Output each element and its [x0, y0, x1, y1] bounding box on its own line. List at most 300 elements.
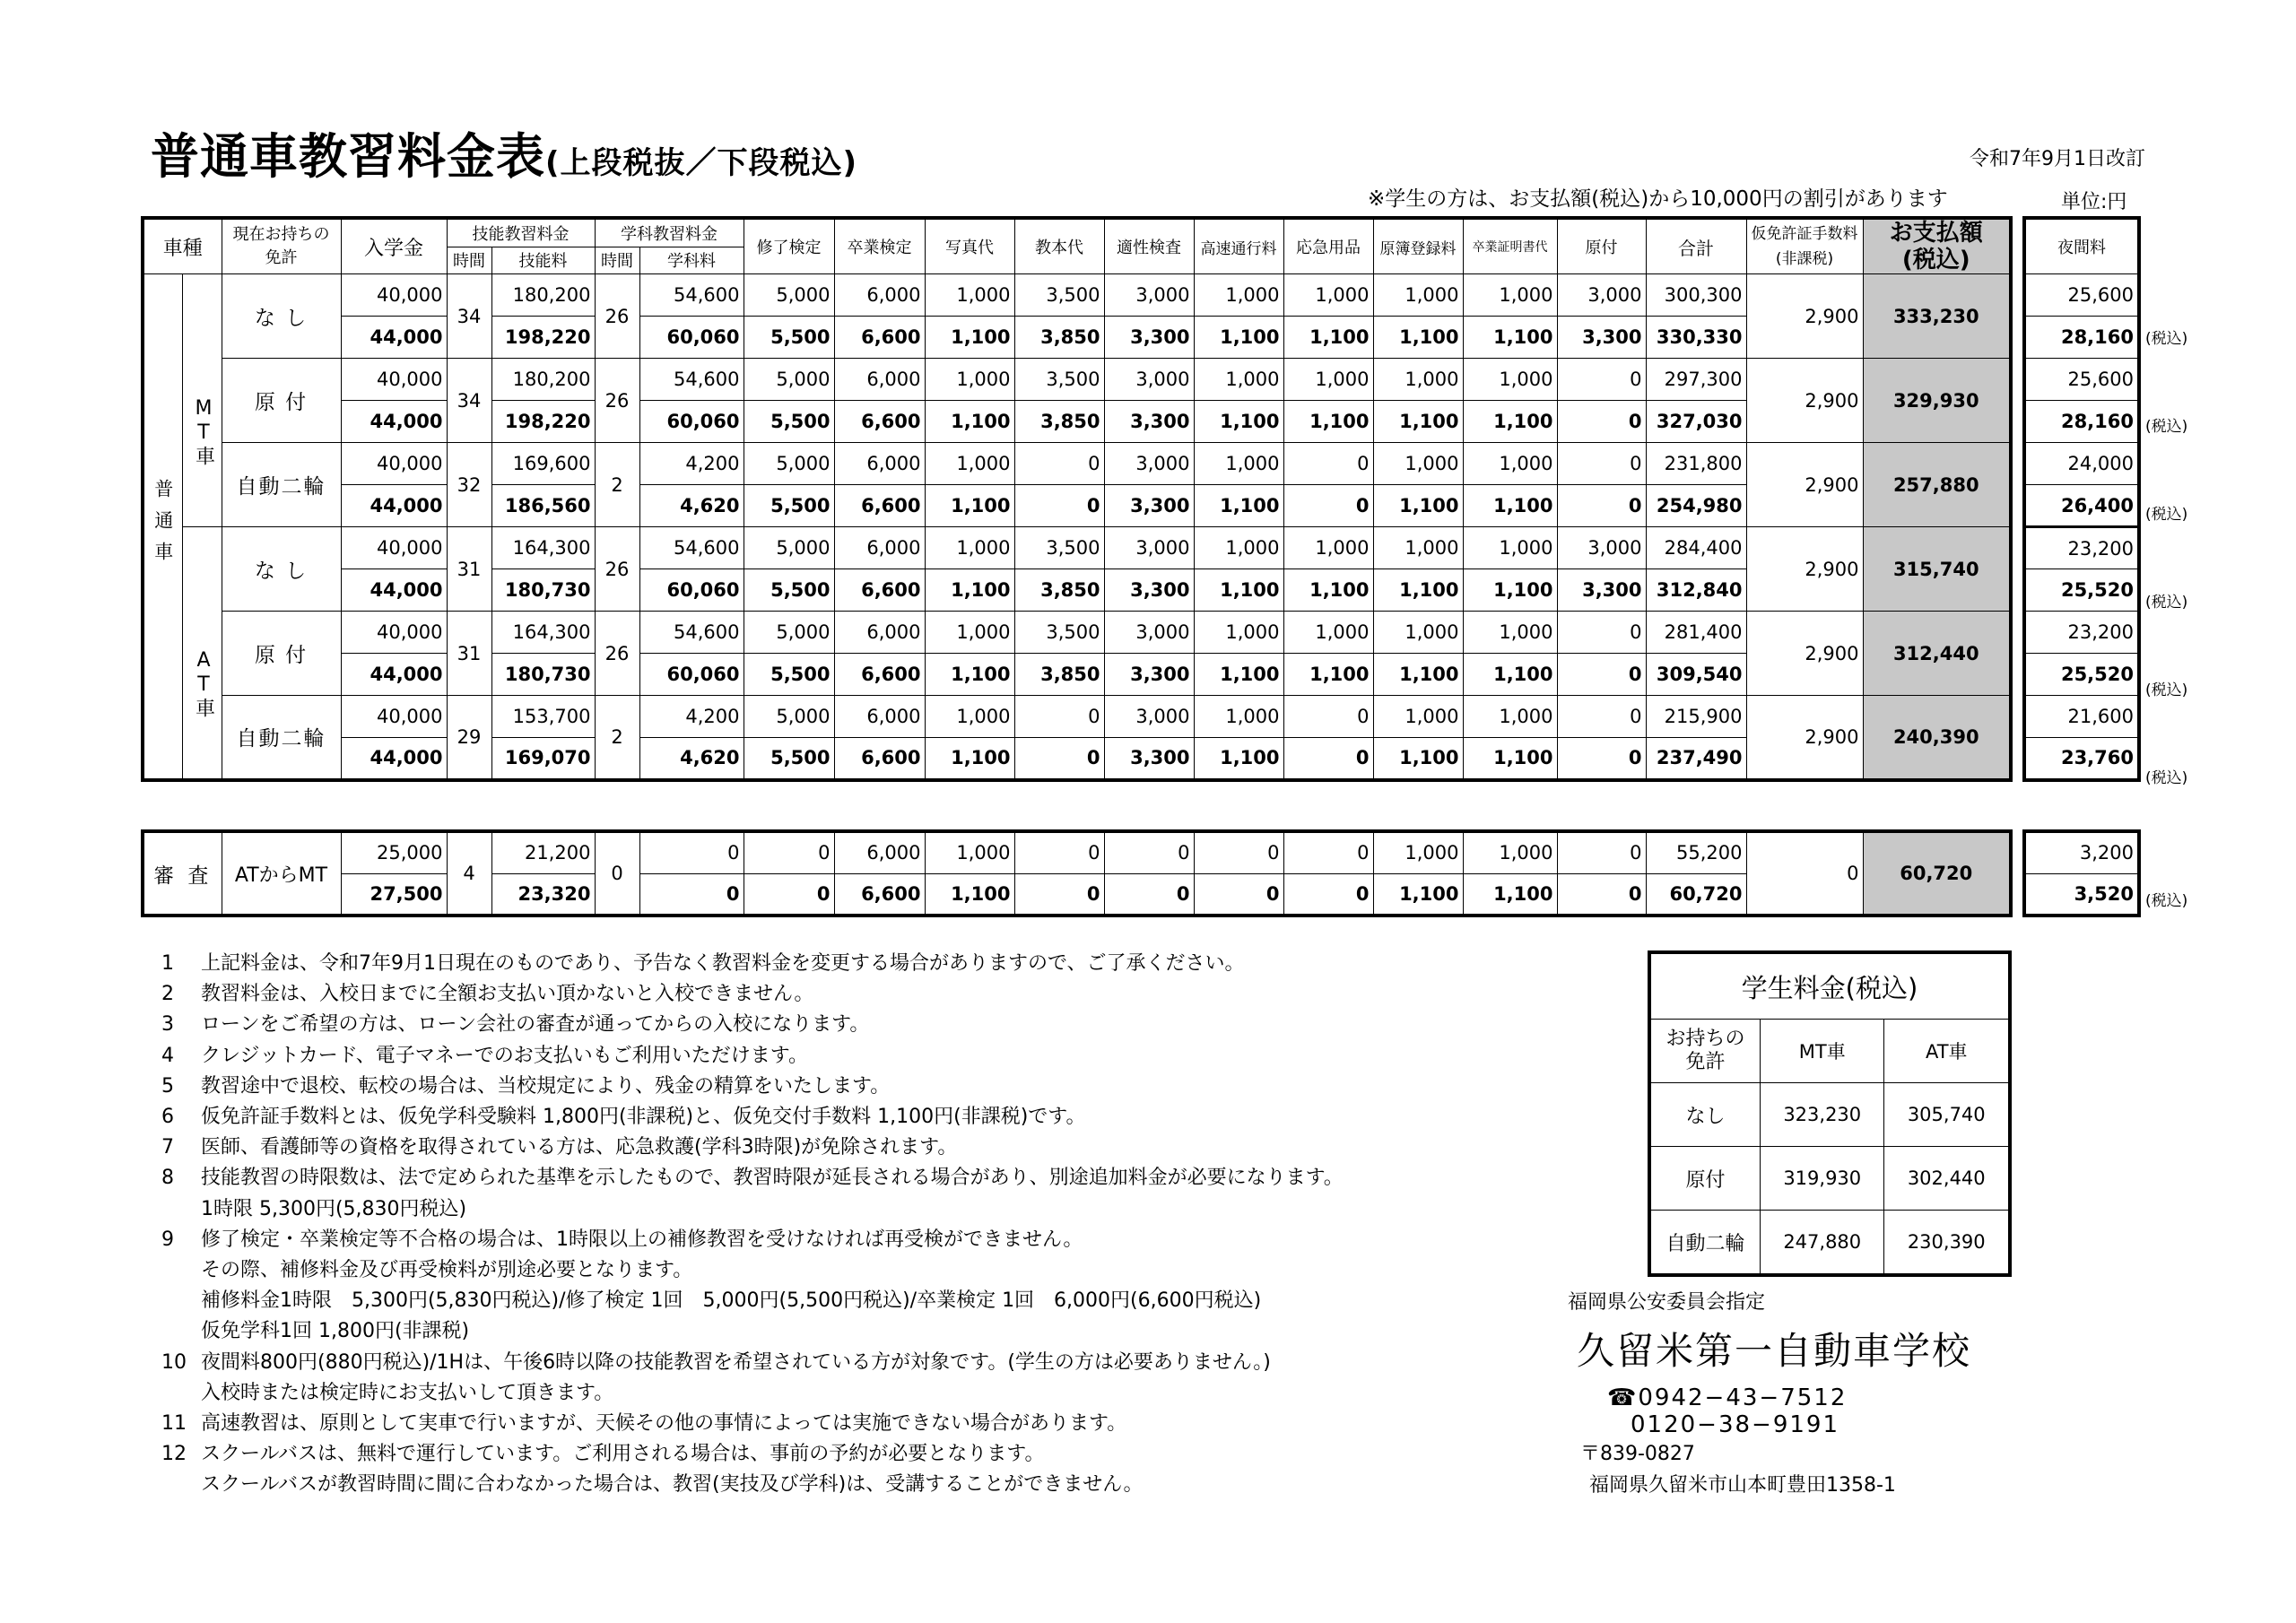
permit-cell: 2,900: [1746, 527, 1863, 612]
header-register: 原簿登録料: [1373, 218, 1463, 274]
photo-cell: 1,100: [925, 654, 1014, 696]
note-number: 12: [161, 1443, 187, 1466]
header-license: 現在お持ちの 免許: [222, 218, 341, 274]
highway-cell: 1,000: [1194, 359, 1283, 401]
note-text: ローンをご希望の方は、ローン会社の審査が通ってからの入校になります。: [201, 1013, 870, 1037]
header-graduation: 卒業検定: [834, 218, 925, 274]
hours2-cell: 2: [595, 696, 639, 780]
highway-cell: 1,000: [1194, 696, 1283, 738]
certificate-cell: 1,000: [1463, 527, 1557, 569]
graduation-cell: 6,000: [834, 696, 925, 738]
school-phone: ☎0942−43−7512: [1607, 1384, 1848, 1411]
skill-cell: 21,200: [491, 831, 595, 873]
first-aid-cell: 0: [1283, 873, 1373, 916]
entrance-cell: 44,000: [341, 317, 447, 359]
entrance-cell: 44,000: [341, 401, 447, 443]
certificate-cell: 1,100: [1463, 654, 1557, 696]
completion-cell: 5,000: [744, 359, 834, 401]
graduation-cell: 6,600: [834, 317, 925, 359]
note-item: [161, 1348, 1344, 1378]
note-number: 11: [161, 1412, 187, 1436]
textbook-cell: 3,850: [1014, 654, 1104, 696]
header-textbook: 教本代: [1014, 218, 1104, 274]
moped-cell: 0: [1557, 443, 1646, 485]
skill-cell: 180,200: [491, 274, 595, 317]
notes-list: [161, 949, 1344, 1501]
header-moped: 原付: [1557, 218, 1646, 274]
night-row: [2024, 612, 2139, 654]
permit-cell: 2,900: [1746, 696, 1863, 780]
textbook-cell: 3,850: [1014, 317, 1104, 359]
note-item: [161, 1378, 1344, 1409]
license-cell: 原 付: [222, 612, 341, 696]
highway-cell: 1,000: [1194, 612, 1283, 654]
total-cell: 327,030: [1646, 401, 1746, 443]
first-aid-cell: 1,100: [1283, 654, 1373, 696]
note-text: スクールバスは、無料で運行しています。ご利用される場合は、事前の予約が必要となります。: [201, 1443, 1045, 1466]
entrance-cell: 40,000: [341, 274, 447, 317]
night-row: [2024, 317, 2139, 359]
night-fee-table: [2022, 216, 2141, 782]
textbook-cell: 0: [1014, 738, 1104, 780]
table-row: [143, 654, 2011, 696]
night-top-cell: 21,600: [2024, 696, 2139, 738]
highway-cell: 1,000: [1194, 443, 1283, 485]
total-cell: 60,720: [1646, 873, 1746, 916]
graduation-cell: 6,000: [834, 274, 925, 317]
night-row: [2024, 274, 2139, 317]
note-item: [161, 1041, 1344, 1072]
header-completion: 修了検定: [744, 218, 834, 274]
entrance-cell: 40,000: [341, 527, 447, 569]
photo-cell: 1,000: [925, 359, 1014, 401]
total-cell: 312,840: [1646, 569, 1746, 612]
student-mt: 247,880: [1761, 1211, 1884, 1276]
register-cell: 1,000: [1373, 831, 1463, 873]
highway-cell: 1,100: [1194, 485, 1283, 527]
pay-cell: 257,880: [1863, 443, 2011, 527]
header-first-aid: 応急用品: [1283, 218, 1373, 274]
register-cell: 1,000: [1373, 696, 1463, 738]
total-cell: 55,200: [1646, 831, 1746, 873]
license-cell: 原 付: [222, 359, 341, 443]
aptitude-cell: 3,300: [1104, 569, 1194, 612]
school-authority: 福岡県公安委員会指定: [1568, 1291, 1766, 1314]
aptitude-cell: 3,000: [1104, 274, 1194, 317]
header-permit: 仮免許証手数料 (非課税): [1746, 218, 1863, 274]
note-text: 教習料金は、入校日までに全額お支払い頂かないと入校できません。: [201, 983, 814, 1006]
note-item: [161, 1286, 1344, 1316]
graduation-cell: 6,600: [834, 485, 925, 527]
exam-night-table: [2022, 829, 2141, 917]
night-row: [2024, 527, 2139, 569]
night-row: [2024, 401, 2139, 443]
hours2-cell: 26: [595, 527, 639, 612]
revision-date: 令和7年9月1日改訂: [1970, 148, 2145, 170]
table-row: [143, 443, 2011, 485]
textbook-cell: 3,500: [1014, 359, 1104, 401]
hours-cell: 31: [447, 527, 491, 612]
moped-cell: 0: [1557, 654, 1646, 696]
certificate-cell: 1,100: [1463, 569, 1557, 612]
register-cell: 1,100: [1373, 654, 1463, 696]
note-number: 6: [161, 1106, 174, 1129]
certificate-cell: 1,000: [1463, 443, 1557, 485]
moped-cell: 0: [1557, 696, 1646, 738]
first-aid-cell: 1,100: [1283, 317, 1373, 359]
tax-tag: (税込): [2145, 892, 2188, 910]
note-item: [161, 1133, 1344, 1163]
photo-cell: 1,000: [925, 527, 1014, 569]
note-item: [161, 1010, 1344, 1040]
school-info: [1568, 1287, 2106, 1497]
register-cell: 1,100: [1373, 569, 1463, 612]
graduation-cell: 6,000: [834, 443, 925, 485]
header-vehicle: 車種: [143, 218, 222, 274]
tax-tag: (税込): [2145, 594, 2188, 612]
table-row: [143, 359, 2011, 401]
table-row: [143, 274, 2011, 317]
unit-label: 単位:円: [2061, 191, 2127, 213]
photo-cell: 1,000: [925, 274, 1014, 317]
table-row: [143, 401, 2011, 443]
graduation-cell: 6,000: [834, 359, 925, 401]
at-label: AT車: [182, 527, 222, 780]
skill-cell: 164,300: [491, 527, 595, 569]
entrance-cell: 44,000: [341, 738, 447, 780]
note-item: [161, 1072, 1344, 1102]
certificate-cell: 1,000: [1463, 274, 1557, 317]
aptitude-cell: 3,000: [1104, 527, 1194, 569]
total-cell: 281,400: [1646, 612, 1746, 654]
moped-cell: 3,000: [1557, 527, 1646, 569]
first-aid-cell: 1,000: [1283, 612, 1373, 654]
photo-cell: 1,100: [925, 401, 1014, 443]
first-aid-cell: 1,100: [1283, 401, 1373, 443]
certificate-cell: 1,100: [1463, 738, 1557, 780]
certificate-cell: 1,000: [1463, 612, 1557, 654]
student-col-at: AT車: [1884, 1020, 2010, 1083]
permit-cell: 2,900: [1746, 443, 1863, 527]
textbook-cell: 3,500: [1014, 527, 1104, 569]
pay-cell: 329,930: [1863, 359, 2011, 443]
aptitude-cell: 3,000: [1104, 612, 1194, 654]
night-top-cell: 23,200: [2024, 527, 2139, 569]
aptitude-cell: 3,300: [1104, 401, 1194, 443]
night-top-cell: 25,600: [2024, 274, 2139, 317]
graduation-cell: 6,600: [834, 873, 925, 916]
register-cell: 1,000: [1373, 443, 1463, 485]
hours2-cell: 26: [595, 359, 639, 443]
student-at: 305,740: [1884, 1083, 2010, 1147]
skill-cell: 169,070: [491, 738, 595, 780]
exam-night-top: 3,200: [2024, 831, 2139, 873]
theory-cell: 60,060: [639, 569, 744, 612]
moped-cell: 0: [1557, 401, 1646, 443]
note-number: [161, 1470, 201, 1500]
entrance-cell: 40,000: [341, 443, 447, 485]
skill-cell: 23,320: [491, 873, 595, 916]
note-number: 5: [161, 1074, 174, 1098]
night-bottom-cell: 28,160: [2024, 401, 2139, 443]
completion-cell: 5,500: [744, 401, 834, 443]
register-cell: 1,100: [1373, 485, 1463, 527]
note-number: [161, 1194, 201, 1225]
aptitude-cell: 0: [1104, 831, 1194, 873]
student-fee-title: 学生料金(税込): [1649, 952, 2010, 1020]
total-cell: 231,800: [1646, 443, 1746, 485]
pay-cell: 333,230: [1863, 274, 2011, 359]
highway-cell: 1,100: [1194, 654, 1283, 696]
permit-cell: 0: [1746, 831, 1863, 916]
school-name: 久留米第一自動車学校: [1577, 1329, 1972, 1373]
note-text: 医師、看護師等の資格を取得されている方は、応急救護(学科3時限)が免除されます。: [201, 1136, 958, 1159]
exam-night-bottom: 3,520: [2024, 873, 2139, 916]
note-text: 教習途中で退校、転校の場合は、当校規定により、残金の精算をいたします。: [201, 1074, 891, 1098]
header-certificate: 卒業証明書代: [1463, 218, 1557, 274]
night-top-cell: 25,600: [2024, 359, 2139, 401]
header-entrance: 入学金: [341, 218, 447, 274]
graduation-cell: 6,600: [834, 569, 925, 612]
student-col-mt: MT車: [1761, 1020, 1884, 1083]
hours-cell: 29: [447, 696, 491, 780]
register-cell: 1,000: [1373, 359, 1463, 401]
night-bottom-cell: 23,760: [2024, 738, 2139, 780]
aptitude-cell: 3,000: [1104, 696, 1194, 738]
note-item: [161, 1194, 1344, 1225]
moped-cell: 0: [1557, 738, 1646, 780]
moped-cell: 0: [1557, 359, 1646, 401]
student-col-license: お持ちの 免許: [1649, 1020, 1761, 1083]
textbook-cell: 0: [1014, 485, 1104, 527]
total-cell: 297,300: [1646, 359, 1746, 401]
theory-cell: 4,620: [639, 738, 744, 780]
completion-cell: 5,000: [744, 696, 834, 738]
aptitude-cell: 0: [1104, 873, 1194, 916]
photo-cell: 1,100: [925, 485, 1014, 527]
textbook-cell: 3,500: [1014, 274, 1104, 317]
completion-cell: 0: [744, 873, 834, 916]
aptitude-cell: 3,300: [1104, 485, 1194, 527]
moped-cell: 0: [1557, 873, 1646, 916]
highway-cell: 1,100: [1194, 738, 1283, 780]
exam-row: [143, 873, 2011, 916]
textbook-cell: 0: [1014, 873, 1104, 916]
student-mt: 323,230: [1761, 1083, 1884, 1147]
table-row: [143, 317, 2011, 359]
note-text: 高速教習は、原則として実車で行いますが、天候その他の事情によっては実施できない場合があります。: [201, 1412, 1127, 1436]
student-license: なし: [1649, 1083, 1761, 1147]
note-text: クレジットカード、電子マネーでのお支払いもご利用いただけます。: [201, 1044, 809, 1067]
skill-cell: 180,200: [491, 359, 595, 401]
tax-tag: (税込): [2145, 681, 2188, 699]
note-text: その際、補修料金及び再受検料が別途必要となります。: [201, 1259, 693, 1282]
entrance-cell: 27,500: [341, 873, 447, 916]
completion-cell: 0: [744, 831, 834, 873]
certificate-cell: 1,100: [1463, 873, 1557, 916]
pay-cell: 240,390: [1863, 696, 2011, 780]
entrance-cell: 44,000: [341, 654, 447, 696]
skill-cell: 180,730: [491, 569, 595, 612]
certificate-cell: 1,000: [1463, 831, 1557, 873]
tax-tag: (税込): [2145, 330, 2188, 348]
night-row: [2024, 738, 2139, 780]
skill-cell: 198,220: [491, 317, 595, 359]
register-cell: 1,000: [1373, 274, 1463, 317]
student-at: 302,440: [1884, 1147, 2010, 1211]
night-bottom-cell: 25,520: [2024, 569, 2139, 612]
highway-cell: 1,000: [1194, 527, 1283, 569]
page-title: 普通車教習料金表(上段税抜／下段税込): [151, 128, 858, 185]
header-hours: 時間: [447, 247, 491, 274]
note-number: [161, 1378, 201, 1409]
certificate-cell: 1,000: [1463, 696, 1557, 738]
graduation-cell: 6,000: [834, 831, 925, 873]
textbook-cell: 0: [1014, 696, 1104, 738]
permit-cell: 2,900: [1746, 612, 1863, 696]
table-row: [143, 569, 2011, 612]
textbook-cell: 3,500: [1014, 612, 1104, 654]
theory-cell: 60,060: [639, 317, 744, 359]
aptitude-cell: 3,300: [1104, 317, 1194, 359]
total-cell: 330,330: [1646, 317, 1746, 359]
note-item: [161, 1316, 1344, 1347]
completion-cell: 5,500: [744, 317, 834, 359]
moped-cell: 3,300: [1557, 317, 1646, 359]
student-license: 自動二輪: [1649, 1211, 1761, 1276]
note-text: 修了検定・卒業検定等不合格の場合は、1時限以上の補修教習を受けなければ再受検ができません。: [201, 1228, 1083, 1251]
register-cell: 1,100: [1373, 401, 1463, 443]
permit-cell: 2,900: [1746, 359, 1863, 443]
total-cell: 215,900: [1646, 696, 1746, 738]
total-cell: 254,980: [1646, 485, 1746, 527]
entrance-cell: 44,000: [341, 485, 447, 527]
first-aid-cell: 0: [1283, 696, 1373, 738]
table-row: [143, 527, 2011, 569]
first-aid-cell: 1,100: [1283, 569, 1373, 612]
graduation-cell: 6,600: [834, 654, 925, 696]
moped-cell: 3,000: [1557, 274, 1646, 317]
night-bottom-cell: 26,400: [2024, 485, 2139, 527]
pay-cell: 60,720: [1863, 831, 2011, 916]
note-number: 2: [161, 983, 174, 1006]
license-cell: な し: [222, 274, 341, 359]
first-aid-cell: 0: [1283, 831, 1373, 873]
exam-row: [143, 831, 2011, 873]
register-cell: 1,100: [1373, 738, 1463, 780]
header-highway: 高速通行料: [1194, 218, 1283, 274]
highway-cell: 1,100: [1194, 569, 1283, 612]
hours-cell: 32: [447, 443, 491, 527]
student-row: [1649, 1147, 2010, 1211]
header-skill: 技能料: [491, 247, 595, 274]
note-text: 入校時または検定時にお支払いして頂きます。: [201, 1381, 614, 1404]
note-text: 仮免学科1回 1,800円(非課税): [201, 1320, 470, 1343]
graduation-cell: 6,000: [834, 527, 925, 569]
note-item: [161, 949, 1344, 979]
skill-cell: 164,300: [491, 612, 595, 654]
table-row: [143, 738, 2011, 780]
school-postal: 〒839-0827: [1580, 1443, 1695, 1465]
first-aid-cell: 0: [1283, 443, 1373, 485]
hours-cell: 34: [447, 274, 491, 359]
note-item: [161, 1470, 1344, 1500]
aptitude-cell: 3,300: [1104, 738, 1194, 780]
aptitude-cell: 3,000: [1104, 359, 1194, 401]
note-number: 8: [161, 1167, 174, 1190]
completion-cell: 5,500: [744, 485, 834, 527]
note-number: 3: [161, 1013, 174, 1037]
first-aid-cell: 1,000: [1283, 359, 1373, 401]
skill-cell: 198,220: [491, 401, 595, 443]
theory-cell: 4,200: [639, 696, 744, 738]
note-number: 1: [161, 952, 174, 975]
night-row: [2024, 696, 2139, 738]
student-mt: 319,930: [1761, 1147, 1884, 1211]
note-text: 夜間料800円(880円税込)/1Hは、午後6時以降の技能教習を希望されている方が対象です。(学生の方は必要ありません。): [201, 1350, 1271, 1374]
note-text: 上記料金は、令和7年9月1日現在のものであり、予告なく教習料金を変更する場合がありますので、ご了承ください。: [201, 952, 1245, 975]
photo-cell: 1,000: [925, 612, 1014, 654]
aptitude-cell: 3,300: [1104, 654, 1194, 696]
total-cell: 237,490: [1646, 738, 1746, 780]
table-row: [143, 696, 2011, 738]
graduation-cell: 6,600: [834, 401, 925, 443]
table-row: [143, 485, 2011, 527]
tax-tag: (税込): [2145, 506, 2188, 524]
total-cell: 309,540: [1646, 654, 1746, 696]
skill-cell: 186,560: [491, 485, 595, 527]
photo-cell: 1,100: [925, 317, 1014, 359]
entrance-cell: 40,000: [341, 612, 447, 654]
entrance-cell: 40,000: [341, 359, 447, 401]
completion-cell: 5,500: [744, 654, 834, 696]
graduation-cell: 6,000: [834, 612, 925, 654]
night-top-cell: 24,000: [2024, 443, 2139, 485]
night-row: [2024, 569, 2139, 612]
first-aid-cell: 1,000: [1283, 527, 1373, 569]
theory-cell: 54,600: [639, 527, 744, 569]
theory-cell: 60,060: [639, 654, 744, 696]
first-aid-cell: 1,000: [1283, 274, 1373, 317]
register-cell: 1,000: [1373, 612, 1463, 654]
completion-cell: 5,000: [744, 612, 834, 654]
theory-cell: 4,620: [639, 485, 744, 527]
note-number: [161, 1316, 201, 1347]
textbook-cell: 0: [1014, 443, 1104, 485]
note-text: 1時限 5,300円(5,830円税込): [201, 1197, 467, 1220]
moped-cell: 0: [1557, 612, 1646, 654]
note-number: 4: [161, 1044, 174, 1067]
header-photo: 写真代: [925, 218, 1014, 274]
night-bottom-cell: 28,160: [2024, 317, 2139, 359]
photo-cell: 1,100: [925, 738, 1014, 780]
aptitude-cell: 3,000: [1104, 443, 1194, 485]
completion-cell: 5,000: [744, 527, 834, 569]
photo-cell: 1,000: [925, 443, 1014, 485]
note-text: スクールバスが教習時間に間に合わなかった場合は、教習(実技及び学科)は、受講することができません。: [201, 1473, 1144, 1497]
header-pay: お支払額 (税込): [1863, 218, 2011, 274]
student-row: [1649, 1211, 2010, 1276]
note-item: [161, 1409, 1344, 1439]
night-row: [2024, 359, 2139, 401]
photo-cell: 1,000: [925, 831, 1014, 873]
skill-cell: 169,600: [491, 443, 595, 485]
note-item: [161, 1439, 1344, 1470]
theory-cell: 54,600: [639, 612, 744, 654]
note-number: [161, 1286, 201, 1316]
student-license: 原付: [1649, 1147, 1761, 1211]
completion-cell: 5,500: [744, 738, 834, 780]
